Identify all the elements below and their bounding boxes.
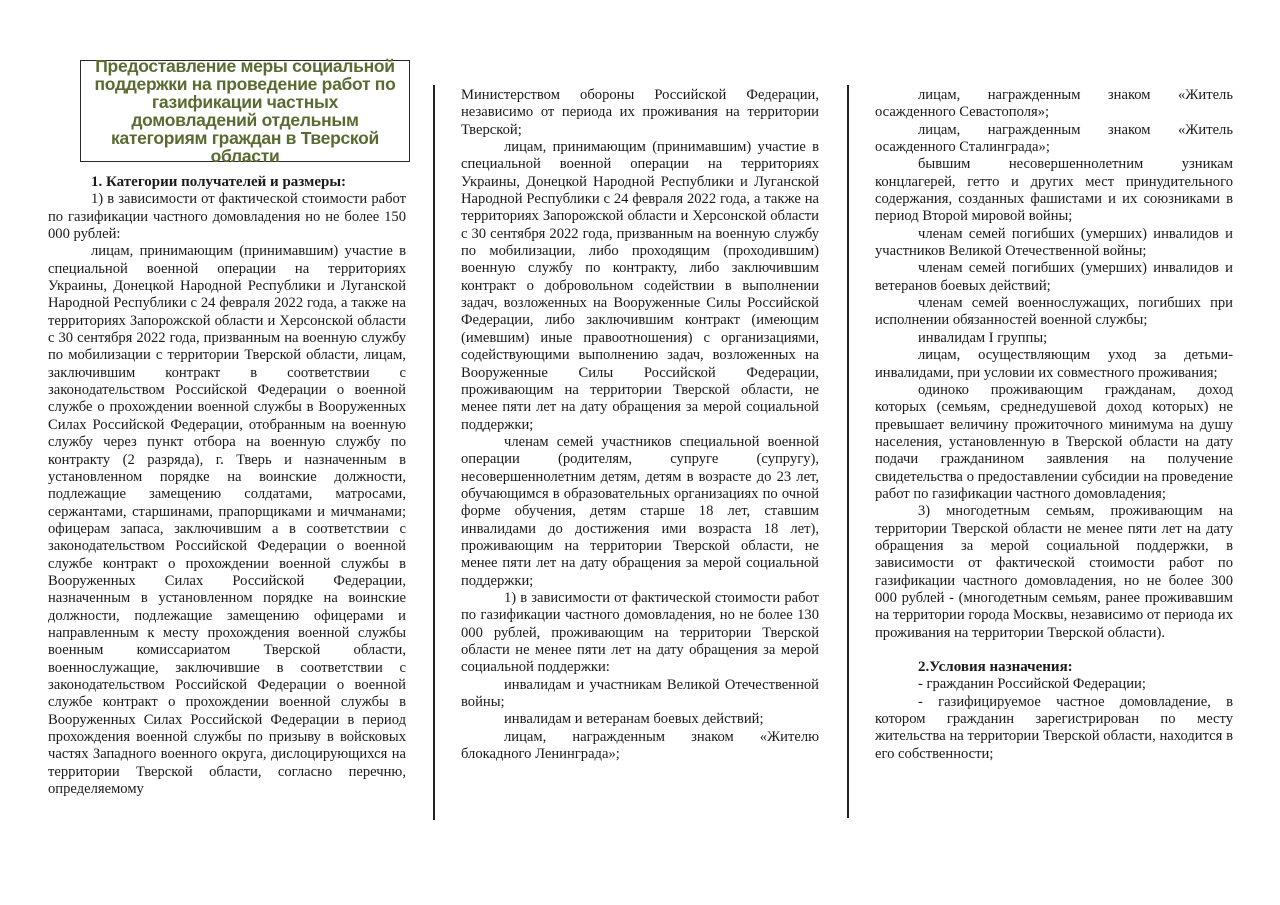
paragraph: лицам, награжденным знаком «Житель осажденного Севастополя»;	[875, 87, 1233, 121]
spacer	[875, 642, 1233, 659]
condition-item: - гражданин Российской Федерации;	[918, 676, 1146, 693]
paragraph: членам семей погибших (умерших) инвалидов и ветеранов боевых действий;	[875, 260, 1233, 294]
column-3	[875, 87, 1233, 763]
paragraph: одиноко проживающим гражданам, доход которых (семьям, среднедушевой доход которых) не превышает величину прожиточного минимума на душу населения, установленную в Тверской области на дату подачи гражданином заявления на получение свидетельства о предоставлении субсидии на проведение работ по газификации частного домовладения;	[875, 381, 1233, 502]
paragraph: членам семей участников специальной военной операции (родителям, супруге (супругу), несовершеннолетним детям, детям в возрасте до 23 лет, обучающимся в образовательных организациях по очной форме обучения, детям старше 18 лет, ставшим инвалидами до достижения ими возраста 18 лет), проживающим на территории Тверской области, не менее пяти лет на дату обращения за мерой социальной поддержки;	[461, 433, 819, 589]
paragraph: членам семей военнослужащих, погибших при исполнении обязанностей военной службы;	[875, 295, 1233, 329]
paragraph: лицам, принимающим (принимавшим) участие в специальной военной операции на территориях Украины, Донецкой Народной Республики и Луганской Народной Республики с 24 февраля 2022 года, а также на территориях Запорожской области и Херсонской области с 30 сентября 2022 года, призванным на военную службу по мобилизации с территории Тверской области, лицам, заключившим контракт в соответствии с законодательством Российской Федерации о военной службе о прохождении военной службы в Вооруженных Силах Российской Федерации, отобранным на военную службу через пункт отбора на военную службу по контракту (2 разряда), г. Тверь и назначенным в установленном порядке на воинские должности, подлежащие замещению солдатами, матросами, сержантами, старшинами, прапорщиками и мичманами; офицерам запаса, заключившим а в соответствии с законодательством Российской Федерации о военной службе контракт о прохождении военной службы в Вооруженных Силах Российской Федерации, назначенным в установленном порядке на воинские должности, подлежащие замещению офицерами и направленным к месту прохождения военной службы военным комиссариатом Тверской области, военнослужащие, заключившие в соответствии с законодательством Российской Федерации о военной службе контракт о прохождении военной службы в Вооруженных Силах Российской Федерации в период прохождения военной службы по призыву в войсковых частях Западного военного округа, дислоцирующихся на территории Тверской области, согласно перечню, определяемому	[48, 243, 406, 798]
paragraph: 3) многодетным семьям, проживающим на территории Тверской области не менее пяти лет на дату обращения за мерой социальной поддержки, в зависимости от фактической стоимости работ по газификации частного домовладения, но не более 300 000 рублей - (многодетным семьям, ранее проживавшим на территории города Москвы, независимо от периода их проживания на территории Тверской области).	[875, 503, 1233, 641]
condition-item: - газифицируемое частное домовладение, в котором гражданин зарегистрирован по месту жительства на территории Тверской области, находится в его собственности;	[875, 693, 1233, 762]
paragraph: лицам, осуществляющим уход за детьми-инвалидами, при условии их совместного проживания;	[875, 347, 1233, 381]
column-2	[461, 87, 819, 763]
paragraph: лицам, награжденным знаком «Жителю блокадного Ленинграда»;	[461, 728, 819, 763]
paragraph: бывшим несовершеннолетним узникам концлагерей, гетто и других мест принудительного содержания, созданных фашистами и их союзниками в период Второй мировой войны;	[875, 156, 1233, 225]
paragraph: 1) в зависимости от фактической стоимости работ по газификации частного домовладения, но не более 130 000 рублей, проживающим на территории Тверской области не менее пяти лет на дату обращения за мерой социальной поддержки:	[461, 589, 819, 676]
document-title: Предоставление меры социальной поддержки на проведение работ по газификации частных домовладений отдельным категориям граждан в Тверской области	[94, 56, 396, 166]
paragraph: лицам, принимающим (принимавшим) участие в специальной военной операции на территориях Украины, Донецкой Народной Республики и Луганской Народной Республики с 24 февраля 2022 года, а также на территориях Запорожской области и Херсонской области с 30 сентября 2022 года, призванным на военную службу по мобилизации, либо проходящим (проходившим) военную службу по контракту, либо заключившим контракт о добровольном содействии в выполнении задач, возложенных на Вооруженные Силы Российской Федерации, либо заключившим контракт (имеющим (имевшим) иные правоотношения) с организациями, содействующими выполнению задач, возложенных на Вооруженные Силы Российской Федерации, проживающим на территории Тверской области, не менее пяти лет на дату обращения за мерой социальной поддержки;	[461, 139, 819, 433]
paragraph: инвалидам и ветеранам боевых действий;	[504, 711, 764, 728]
column-divider-left	[433, 85, 435, 820]
section-heading-conditions: 2.Условия назначения:	[918, 659, 1073, 675]
column-divider-right	[847, 85, 849, 818]
paragraph: лицам, награжденным знаком «Житель осажденного Сталинграда»;	[875, 121, 1233, 156]
paragraph-continuation: Министерством обороны Российской Федерации, независимо от периода их проживания на территории Тверской;	[461, 87, 819, 138]
paragraph: 1) в зависимости от фактической стоимости работ по газификации частного домовладения но не более 150 000 рублей:	[48, 191, 406, 243]
paragraph: инвалидам и участникам Великой Отечественной войны;	[461, 676, 819, 711]
column-1	[48, 174, 406, 798]
section-heading-categories: 1. Категории получателей и размеры:	[91, 174, 347, 190]
title-box	[80, 56, 410, 166]
paragraph: членам семей погибших (умерших) инвалидов и участников Великой Отечественной войны;	[875, 225, 1233, 260]
paragraph: инвалидам I группы;	[918, 329, 1048, 346]
